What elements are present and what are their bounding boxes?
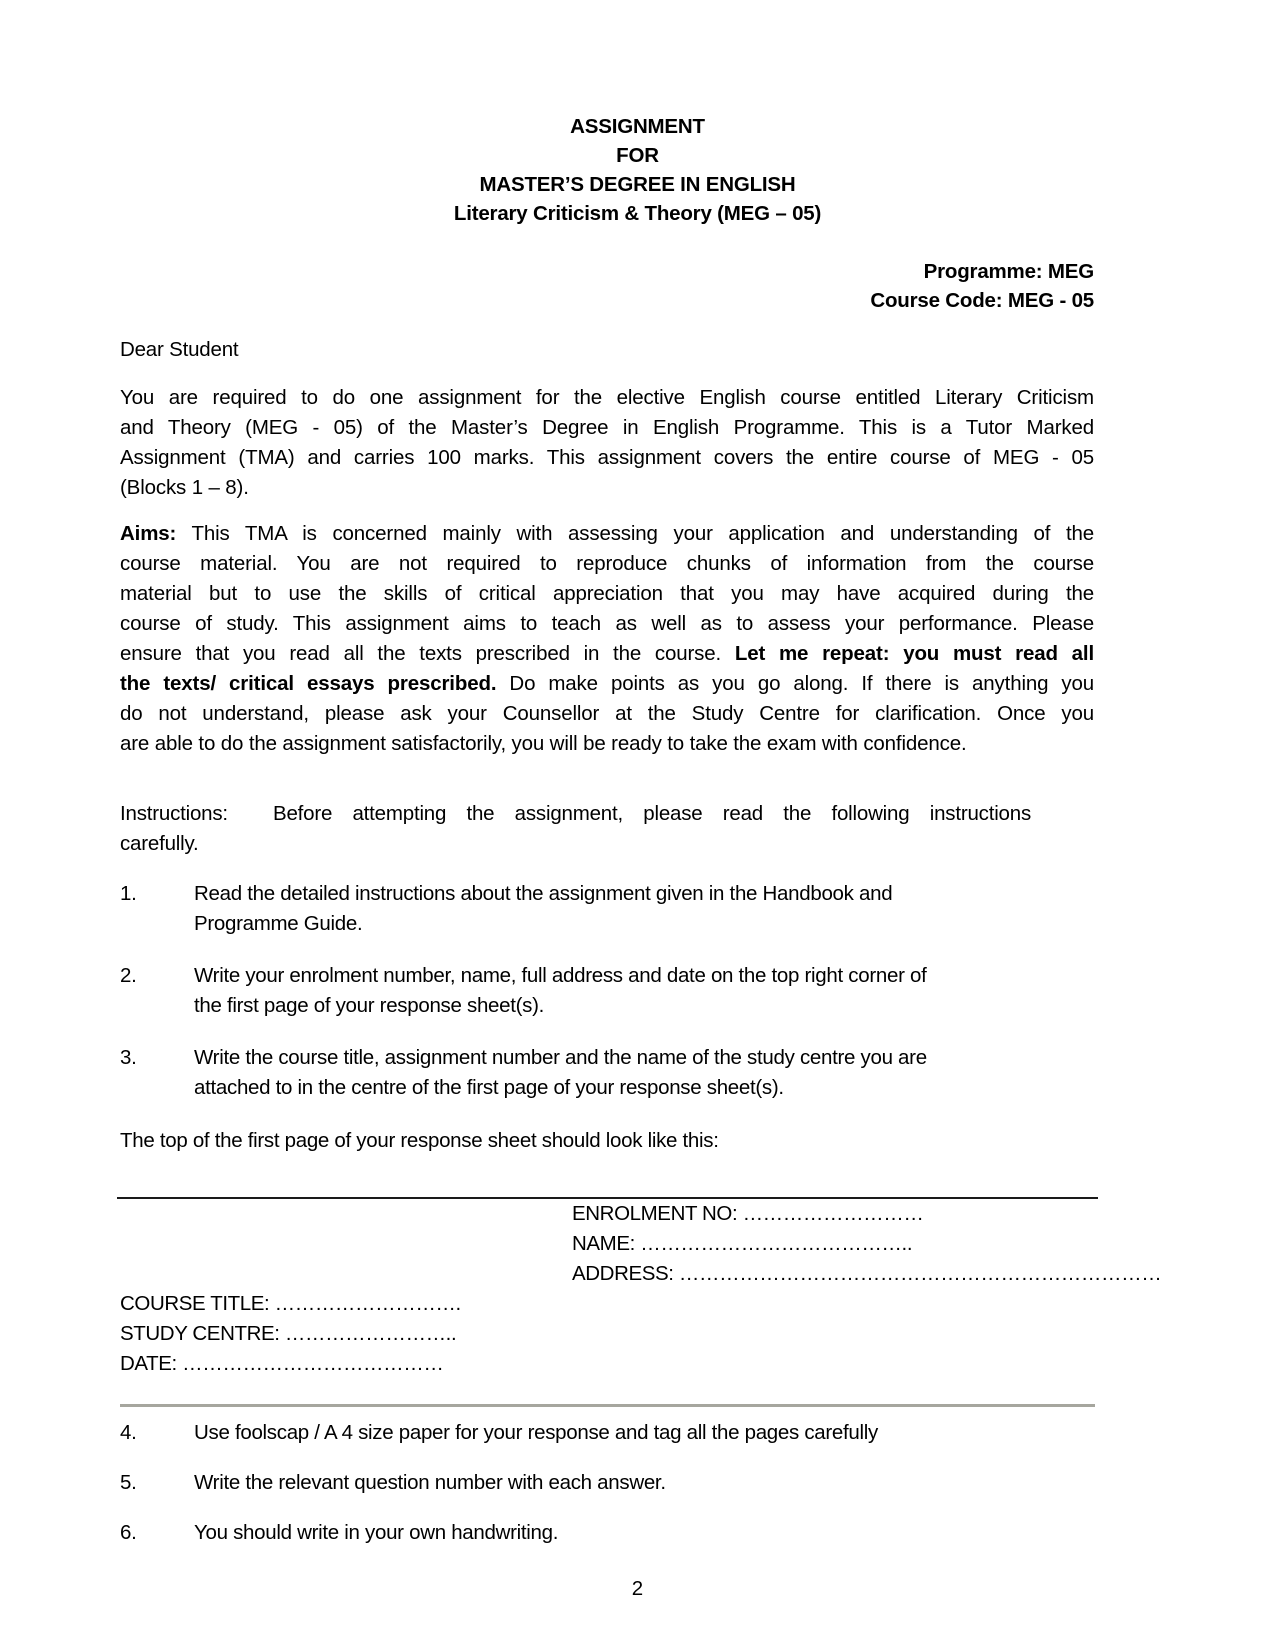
item-text: attached to in the centre of the first page of your response sheet(s). [194, 1076, 784, 1099]
aims-label: Aims: [120, 522, 177, 545]
aims-line: the texts/ critical essays prescribed. Do make points as you go along. If there is anything you [120, 672, 1094, 695]
aims-line: course of study. This assignment aims to teach as well as to assess your performance. Please [120, 612, 1094, 635]
aims-paragraph [120, 519, 1094, 759]
intro-paragraph [120, 383, 1094, 503]
item-number: 1. [120, 882, 137, 905]
item-number: 3. [120, 1046, 137, 1069]
intro-line: Assignment (TMA) and carries 100 marks. This assignment covers the entire course of MEG - 05 [120, 446, 1094, 469]
item-number: 6. [120, 1521, 137, 1544]
aims-line: do not understand, please ask your Counsellor at the Study Centre for clarification. Once you [120, 702, 1094, 725]
item-text: the first page of your response sheet(s). [194, 994, 545, 1017]
intro-line: and Theory (MEG - 05) of the Master’s Degree in English Programme. This is a Tutor Marked [120, 416, 1094, 439]
title-degree: MASTER’S DEGREE IN ENGLISH [479, 173, 796, 196]
course-code-label: Course Code: MEG - 05 [870, 289, 1094, 312]
item-text: You should write in your own handwriting. [194, 1521, 559, 1544]
emphasis-text: Let me repeat: you must read all [734, 642, 1094, 665]
sample-study-centre: STUDY CENTRE: …………………….. [120, 1322, 457, 1345]
aims-line: ensure that you read all the texts prescribed in the course. Let me repeat: you must read all [120, 642, 1094, 665]
title-assignment: ASSIGNMENT [570, 115, 705, 138]
item-text: Use foolscap / A 4 size paper for your response and tag all the pages carefully [194, 1421, 878, 1444]
aims-line: material but to use the skills of critical appreciation that you may have acquired during the [120, 582, 1094, 605]
sample-address: ADDRESS: ……………………………………………………………… [572, 1262, 1162, 1285]
sample-date: DATE: ………………………………… [120, 1352, 444, 1375]
sample-bottom-rule [120, 1404, 1095, 1407]
title-course: Literary Criticism & Theory (MEG – 05) [453, 202, 822, 225]
sample-course-title: COURSE TITLE: ………………………. [120, 1292, 461, 1315]
instructions-text-cont: carefully. [120, 832, 199, 855]
programme-label: Programme: MEG [923, 260, 1094, 283]
emphasis-text: the texts/ critical essays prescribed. [120, 672, 497, 695]
item-text: Programme Guide. [194, 912, 363, 935]
aims-line: course material. You are not required to reproduce chunks of information from the course [120, 552, 1094, 575]
item-text: Write your enrolment number, name, full address and date on the top right corner of [194, 964, 927, 987]
item-number: 4. [120, 1421, 137, 1444]
instructions-label: Instructions: [120, 802, 228, 825]
instructions-text: Before attempting the assignment, please read the following instructions [273, 802, 1031, 825]
salutation: Dear Student [120, 338, 239, 361]
item-number: 2. [120, 964, 137, 987]
sample-name: NAME: ………………………………….. [572, 1232, 913, 1255]
item-number: 5. [120, 1471, 137, 1494]
aims-line: Aims: This TMA is concerned mainly with assessing your application and understanding of the [120, 522, 1094, 545]
sample-enrolment: ENROLMENT NO: ……………………… [572, 1202, 924, 1225]
intro-line: You are required to do one assignment for the elective English course entitled Literary Criticism [120, 386, 1094, 409]
sample-intro: The top of the first page of your response sheet should look like this: [120, 1129, 719, 1152]
title-for: FOR [616, 144, 659, 167]
page-number: 2 [631, 1577, 644, 1600]
intro-line: (Blocks 1 – 8). [120, 476, 249, 499]
item-text: Write the course title, assignment number and the name of the study centre you are [194, 1046, 927, 1069]
item-text: Write the relevant question number with each answer. [194, 1471, 666, 1494]
item-text: Read the detailed instructions about the assignment given in the Handbook and [194, 882, 893, 905]
aims-line: are able to do the assignment satisfactorily, you will be ready to take the exam with confidence. [120, 732, 967, 755]
